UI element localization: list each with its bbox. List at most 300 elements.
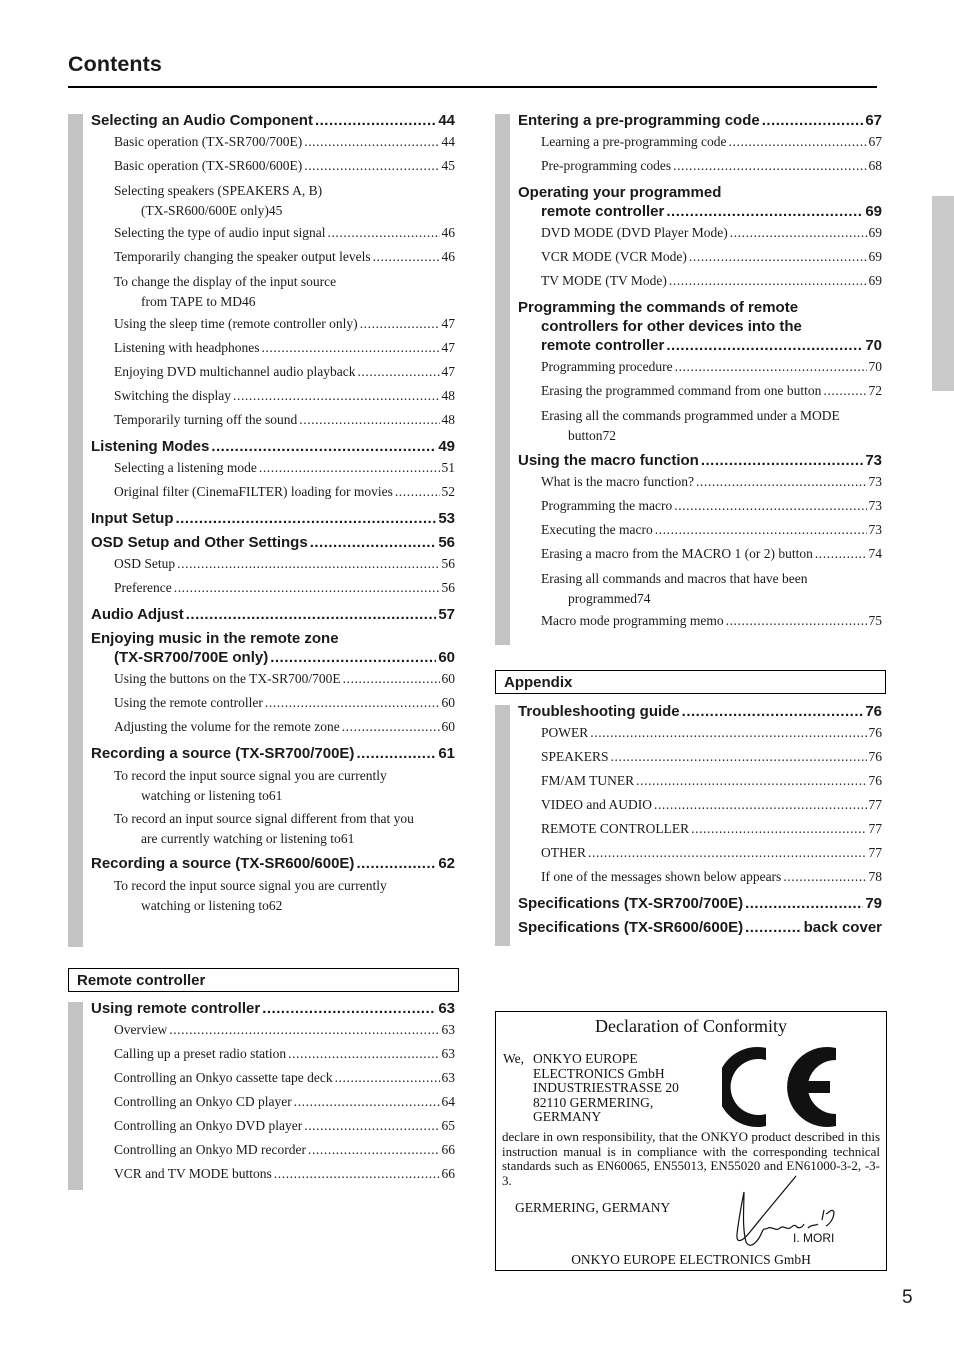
toc-entry[interactable] [518,518,882,542]
dot-leader [211,437,436,456]
toc-page-number: 46 [441,225,455,240]
toc-page-number: 63 [438,1000,455,1017]
address-line: 82110 GERMERING, [533,1094,654,1110]
toc-entry-line [541,721,882,745]
toc-entry-line [518,451,882,470]
toc-entry-line: To record the input source signal you are currently [114,878,387,893]
section-bar [68,114,83,947]
toc-entry-title: REMOTE CONTROLLER [541,821,690,836]
dot-leader [233,384,440,408]
toc-entry-line: To change the display of the input source [114,274,337,289]
toc-entry[interactable] [91,272,455,312]
toc-entry[interactable] [518,894,882,913]
dot-leader [357,360,439,384]
toc-page-number: 65 [441,1118,455,1133]
ce-mark-icon [722,1042,840,1132]
toc-page-number: 79 [865,895,882,912]
dot-leader [299,408,439,432]
toc-remote-column [91,994,455,1186]
toc-page-number: 70 [868,359,882,374]
toc-entry-title: Macro mode programming memo [541,613,724,628]
toc-entry-title: Selecting the type of audio input signal [114,225,326,240]
toc-right-column [518,106,882,633]
toc-entry-line [114,1042,455,1066]
toc-entry[interactable] [91,437,455,456]
toc-page-number: 76 [868,773,882,788]
toc-entry[interactable] [91,667,455,691]
toc-entry-title: Basic operation (TX-SR700/700E) [114,134,303,149]
toc-entry[interactable] [518,817,882,841]
toc-entry-title: Recording a source (TX-SR600/600E) [91,855,355,872]
toc-page-number: 70 [865,337,882,354]
toc-entry[interactable] [91,336,455,360]
dot-leader [360,312,440,336]
toc-entry[interactable] [91,181,455,221]
toc-entry-title: from TAPE to MD [141,294,243,309]
dot-leader [655,518,867,542]
declaration-place: GERMERING, GERMANY [515,1200,671,1215]
toc-page-number: 56 [441,556,455,571]
dot-leader [395,480,440,504]
toc-entry-line [541,817,882,841]
toc-page-number: 62 [438,855,455,872]
section-bar [68,1002,83,1190]
toc-entry[interactable] [91,605,455,624]
toc-page-number: 67 [865,112,882,129]
dot-leader [265,691,440,715]
section-heading-appendix: Appendix [495,670,886,694]
dot-leader [310,533,437,552]
toc-entry-title: OSD Setup and Other Settings [91,534,308,551]
toc-page-number: 69 [868,273,882,288]
toc-entry-line [114,667,455,691]
toc-entry[interactable] [518,111,882,130]
toc-entry-title: Specifications (TX-SR700/700E) [518,895,744,912]
toc-entry-line: To record an input source signal different from that you [114,811,414,826]
toc-entry-line [541,470,882,494]
toc-entry[interactable] [518,406,882,446]
toc-entry-line [114,1162,455,1186]
dot-leader [666,202,863,221]
toc-entry[interactable] [518,918,882,937]
toc-page-number: 46 [441,249,455,264]
dot-leader [259,456,440,480]
dot-leader [730,221,867,245]
toc-entry[interactable] [518,609,882,633]
toc-entry[interactable] [91,245,455,269]
toc-page-number: 44 [438,112,455,129]
toc-page-number: 78 [868,869,882,884]
dot-leader [673,154,866,178]
address-line: GERMANY [533,1109,602,1124]
toc-left-column [91,106,455,916]
toc-page-number: 61 [340,831,355,846]
declaration-title: Declaration of Conformity [595,1016,787,1036]
toc-page-number: 73 [868,522,882,537]
toc-entry-line [91,533,455,552]
toc-entry[interactable] [91,509,455,528]
toc-entry-line [91,744,455,763]
toc-page-number: 75 [868,613,882,628]
toc-entry-line [114,1114,455,1138]
toc-entry[interactable] [91,130,455,154]
toc-entry-title: Controlling an Onkyo cassette tape deck [114,1070,333,1085]
toc-entry[interactable] [91,312,455,336]
toc-entry-line [541,245,882,269]
toc-entry[interactable] [518,745,882,769]
toc-entry[interactable] [518,221,882,245]
toc-entry[interactable] [518,379,882,403]
toc-entry-line: To record the input source signal you are currently [114,768,387,783]
dot-leader [815,542,867,566]
toc-entry-line [114,130,455,154]
toc-entry[interactable] [91,221,455,245]
toc-entry-line [114,154,455,178]
toc-entry[interactable] [91,809,455,849]
toc-entry-line [541,841,882,865]
toc-entry[interactable] [91,1114,455,1138]
toc-entry[interactable] [518,245,882,269]
toc-entry-line [541,793,882,817]
dot-leader [327,221,439,245]
toc-entry[interactable] [518,494,882,518]
address-line: ELECTRONICS GmbH [533,1065,665,1081]
address-line: ONKYO EUROPE [533,1051,638,1066]
toc-page-number: 49 [438,438,455,455]
side-tab [932,196,954,391]
dot-leader [762,111,864,130]
dot-leader [261,336,439,360]
dot-leader [262,999,436,1018]
toc-entry-title: SPEAKERS [541,749,609,764]
dot-leader [729,130,867,154]
toc-entry-title: VIDEO and AUDIO [541,797,652,812]
toc-entry-line [541,542,882,566]
toc-entry-line [541,154,882,178]
toc-entry[interactable] [91,876,455,916]
toc-entry-line [114,336,455,360]
toc-entry-title: Original filter (CinemaFILTER) loading for movies [114,484,393,499]
toc-entry-title: Selecting a listening mode [114,460,257,475]
page-number: 5 [902,1287,913,1308]
toc-entry-title: Adjusting the volume for the remote zone [114,719,340,734]
toc-entry[interactable] [91,552,455,576]
toc-entry-title: DVD MODE (DVD Player Mode) [541,225,728,240]
toc-entry[interactable] [518,841,882,865]
toc-entry-title: are currently watching or listening to [141,831,341,846]
page-title: Contents [68,52,162,76]
toc-entry[interactable] [91,1138,455,1162]
toc-page-number: 69 [868,249,882,264]
toc-entry-title: programmed [568,591,637,606]
toc-entry-title: Programming procedure [541,359,673,374]
toc-entry-line [114,786,455,806]
toc-page-number: 63 [441,1070,455,1085]
toc-entry[interactable] [518,451,882,470]
dot-leader [588,841,867,865]
toc-entry-line [91,509,455,528]
toc-entry-title: POWER [541,725,589,740]
toc-entry-title: Executing the macro [541,522,653,537]
toc-entry-line [541,269,882,293]
toc-page-number: 67 [868,134,882,149]
declaration-we: We, [503,1051,525,1066]
dot-leader [177,552,439,576]
toc-page-number: 60 [438,649,455,666]
dot-leader [315,111,436,130]
toc-entry-line: Enjoying music in the remote zone [91,630,339,647]
section-bar [495,114,510,645]
toc-page-number: 66 [441,1166,455,1181]
toc-entry-line [114,480,455,504]
toc-entry-line [114,456,455,480]
toc-entry[interactable] [91,691,455,715]
declaration-of-conformity [495,1011,887,1271]
dot-leader [783,865,866,889]
toc-entry[interactable] [91,744,455,763]
toc-entry-line [114,408,455,432]
toc-entry-title: Programming the macro [541,498,673,513]
toc-entry-line [518,702,882,721]
toc-entry[interactable] [91,480,455,504]
toc-entry-line [541,426,882,446]
toc-entry-line [114,1018,455,1042]
toc-entry-line [518,202,882,221]
dot-leader [691,817,866,841]
toc-entry-line [541,589,882,609]
toc-appendix-column [518,697,882,937]
toc-page-number: 69 [868,225,882,240]
declaration-address [533,1052,679,1125]
dot-leader [666,336,863,355]
toc-entry[interactable] [518,865,882,889]
toc-entry-title: Input Setup [91,510,174,527]
toc-entry-title: Erasing the programmed command from one button [541,383,822,398]
toc-entry[interactable] [91,384,455,408]
toc-page-number: 51 [441,460,455,475]
toc-entry-title: Audio Adjust [91,606,184,623]
toc-entry[interactable] [91,1162,455,1186]
toc-entry-title: (TX-SR700/700E only) [114,649,269,666]
toc-entry-title: Temporarily turning off the sound [114,412,298,427]
toc-page-number: 45 [441,158,455,173]
dot-leader [611,745,867,769]
dot-leader [356,744,436,763]
toc-entry-title: Switching the display [114,388,231,403]
dot-leader [373,245,440,269]
dot-leader [590,721,866,745]
toc-page-number: 44 [441,134,455,149]
toc-page-number: 52 [441,484,455,499]
dot-leader [294,1090,440,1114]
toc-entry[interactable] [91,629,455,667]
dot-leader [288,1042,439,1066]
dot-leader [696,470,867,494]
toc-entry-line: Selecting speakers (SPEAKERS A, B) [114,183,323,198]
toc-entry-line [114,360,455,384]
dot-leader [823,379,866,403]
toc-entry[interactable] [91,154,455,178]
toc-page-number: 56 [441,580,455,595]
toc-page-number: 62 [268,898,283,913]
toc-entry[interactable] [91,111,455,130]
toc-entry-title: Controlling an Onkyo MD recorder [114,1142,306,1157]
toc-entry-title: Calling up a preset radio station [114,1046,287,1061]
toc-entry[interactable] [518,269,882,293]
toc-entry-title: (TX-SR600/600E only) [141,203,269,218]
declaration-body: declare in own responsibility, that the ONKYO product described in this instruction manual is in compliance with the corresponding technical standards such as EN60065, EN55013, EN55020 and EN61000-3-2, -3-3. [502,1129,880,1188]
toc-entry-title: Troubleshooting guide [518,703,680,720]
toc-page-number: 73 [868,498,882,513]
toc-entry-line [114,384,455,408]
dot-leader [675,355,867,379]
toc-entry-title: button [568,428,603,443]
toc-entry[interactable] [91,1066,455,1090]
toc-entry-line [114,691,455,715]
toc-page-number: 77 [868,845,882,860]
toc-entry-line: Erasing all the commands programmed under a MODE [541,408,840,423]
toc-entry-line: Programming the commands of remote [518,299,799,316]
toc-page-number: 48 [441,412,455,427]
toc-entry[interactable] [91,408,455,432]
dot-leader [274,1162,440,1186]
toc-entry-line [541,865,882,889]
toc-entry[interactable] [518,721,882,745]
toc-entry-line [114,221,455,245]
toc-entry-line [518,918,882,937]
toc-entry-title: Listening with headphones [114,340,260,355]
toc-page-number: 73 [868,474,882,489]
section-heading-remote: Remote controller [68,968,459,992]
toc-entry[interactable] [91,766,455,806]
dot-leader [342,715,440,739]
toc-page-number: 60 [441,695,455,710]
toc-entry-title: Selecting an Audio Component [91,112,313,129]
toc-page-number: 63 [441,1022,455,1037]
toc-entry-line [114,1138,455,1162]
toc-entry-line [114,245,455,269]
toc-page-number: 77 [868,797,882,812]
toc-entry[interactable] [518,130,882,154]
toc-page-number: 64 [441,1094,455,1109]
toc-entry[interactable] [518,569,882,609]
toc-entry[interactable] [518,355,882,379]
toc-entry-title: watching or listening to [141,788,269,803]
toc-entry-title: remote controller [541,337,665,354]
toc-entry-line [541,221,882,245]
toc-entry-line [91,999,455,1018]
toc-entry-line [541,609,882,633]
toc-page-number: back cover [803,919,882,936]
toc-entry[interactable] [518,298,882,355]
toc-entry[interactable] [91,1090,455,1114]
toc-entry-title: Basic operation (TX-SR600/600E) [114,158,303,173]
toc-page-number: 60 [441,719,455,734]
toc-entry-title: Erasing a macro from the MACRO 1 (or 2) button [541,546,813,561]
toc-page-number: 47 [441,316,455,331]
toc-entry-title: Enjoying DVD multichannel audio playback [114,364,356,379]
toc-page-number: 47 [441,340,455,355]
toc-page-number: 57 [438,606,455,623]
toc-entry-line [518,894,882,913]
toc-entry-line [91,648,455,667]
toc-page-number: 69 [865,203,882,220]
toc-entry[interactable] [518,183,882,221]
toc-page-number: 72 [602,428,617,443]
toc-entry-line [114,552,455,576]
toc-entry-line [541,130,882,154]
toc-entry-title: VCR and TV MODE buttons [114,1166,272,1181]
toc-entry-title: Using the sleep time (remote controller only) [114,316,358,331]
toc-entry-line [114,1066,455,1090]
toc-page-number: 48 [441,388,455,403]
toc-entry-title: If one of the messages shown below appears [541,869,782,884]
toc-entry[interactable] [91,1018,455,1042]
toc-entry-line [541,769,882,793]
toc-page-number: 61 [268,788,283,803]
toc-entry-title: Controlling an Onkyo DVD player [114,1118,303,1133]
section-bar [495,705,510,946]
toc-page-number: 56 [438,534,455,551]
toc-page-number: 77 [868,821,882,836]
toc-entry-line [91,437,455,456]
toc-entry-title: TV MODE (TV Mode) [541,273,667,288]
toc-entry[interactable] [518,702,882,721]
declaration-signer: I. MORI [793,1231,835,1245]
toc-entry-title: OSD Setup [114,556,176,571]
declaration-company: ONKYO EUROPE ELECTRONICS GmbH [571,1252,811,1267]
toc-entry-title: remote controller [541,203,665,220]
toc-page-number: 63 [441,1046,455,1061]
dot-leader [674,494,866,518]
toc-entry[interactable] [518,542,882,566]
dot-leader [169,1018,439,1042]
toc-entry-title: Entering a pre-programming code [518,112,760,129]
toc-entry[interactable] [518,769,882,793]
toc-entry[interactable] [91,456,455,480]
dot-leader [304,154,439,178]
toc-page-number: 76 [865,703,882,720]
toc-entry-line: controllers for other devices into the [541,318,802,335]
toc-entry[interactable] [91,854,455,873]
toc-entry-title: Using the remote controller [114,695,263,710]
toc-entry[interactable] [518,154,882,178]
toc-entry-title: Listening Modes [91,438,210,455]
toc-entry[interactable] [91,576,455,600]
toc-entry-line [541,355,882,379]
toc-entry[interactable] [91,999,455,1018]
toc-page-number: 73 [865,452,882,469]
title-rule [68,86,877,88]
toc-entry[interactable] [91,715,455,739]
toc-entry-title: Recording a source (TX-SR700/700E) [91,745,355,762]
toc-entry[interactable] [91,533,455,552]
toc-entry-line [91,111,455,130]
dot-leader [304,130,439,154]
toc-entry-title: FM/AM TUNER [541,773,635,788]
toc-entry-line [114,201,455,221]
toc-entry[interactable] [518,470,882,494]
toc-entry-line [114,715,455,739]
toc-entry[interactable] [91,360,455,384]
toc-page-number: 45 [268,203,283,218]
toc-entry[interactable] [518,793,882,817]
toc-entry-line: Operating your programmed [518,184,722,201]
dot-leader [308,1138,440,1162]
toc-entry[interactable] [91,1042,455,1066]
dot-leader [343,667,440,691]
toc-entry-title: What is the macro function? [541,474,694,489]
